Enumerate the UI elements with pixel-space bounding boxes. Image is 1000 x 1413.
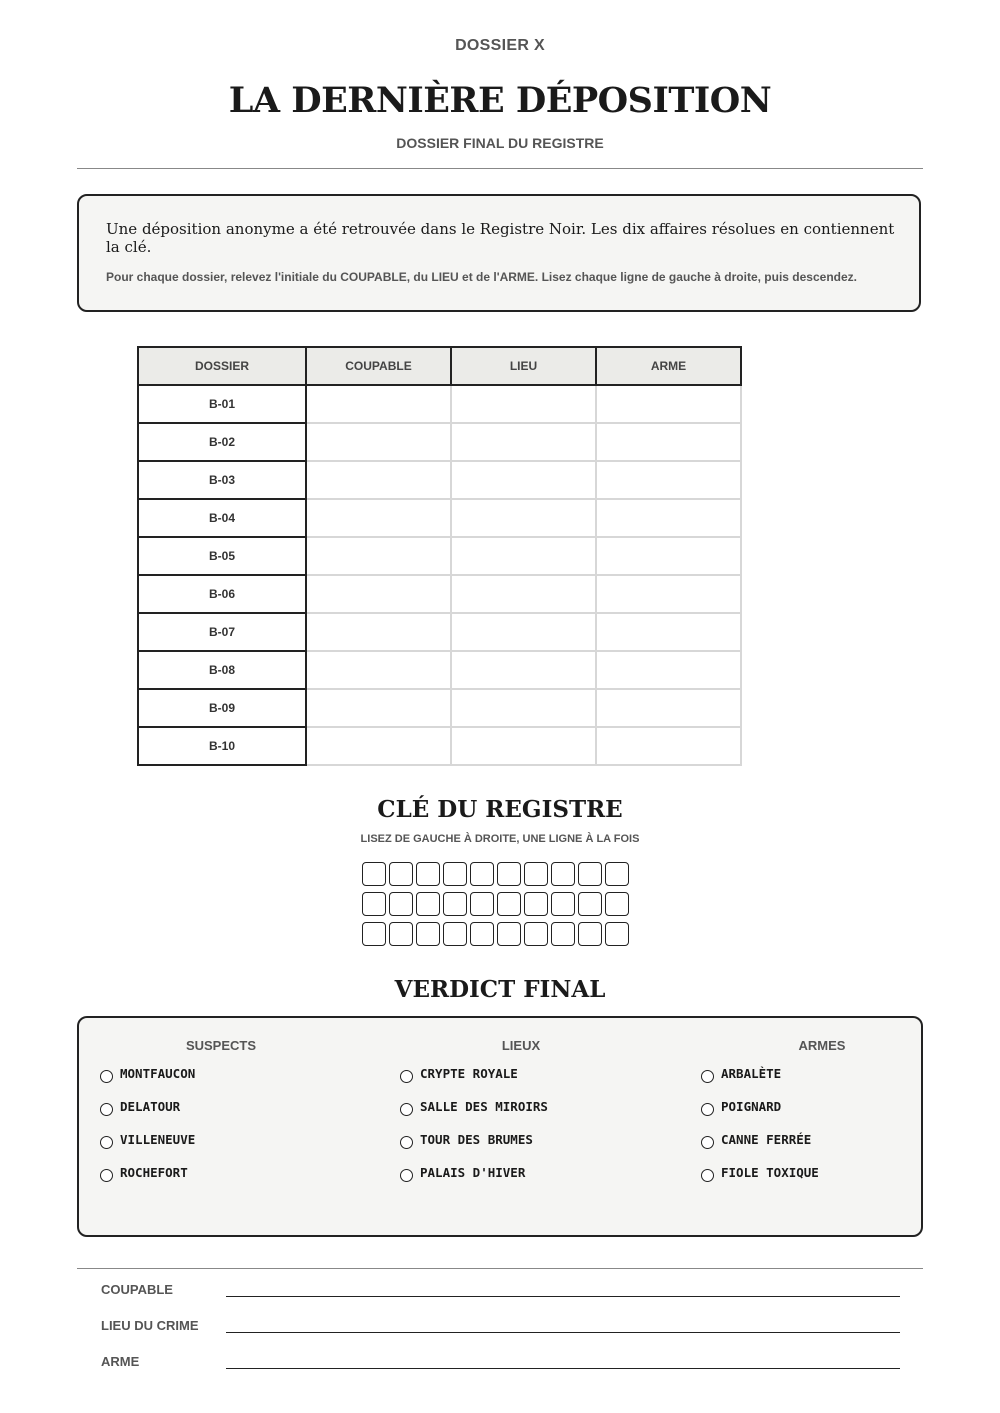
radio-circle-icon[interactable] <box>100 1136 113 1149</box>
key-subtitle: LISEZ DE GAUCHE À DROITE, UNE LIGNE À LA FOIS <box>360 833 640 845</box>
key-letter-box[interactable] <box>497 922 521 946</box>
key-letter-box[interactable] <box>416 862 440 886</box>
verdict-option[interactable] <box>400 1099 640 1119</box>
verdict-option-label: MONTFAUCON <box>120 1066 196 1081</box>
verdict-option[interactable] <box>100 1132 340 1152</box>
coupable-answer-cell[interactable] <box>306 689 451 727</box>
arme-answer-cell[interactable] <box>596 537 741 575</box>
table-row <box>138 575 741 613</box>
table-row <box>138 385 741 423</box>
key-letter-box[interactable] <box>578 892 602 916</box>
key-letter-box[interactable] <box>362 892 386 916</box>
key-grid <box>362 862 642 952</box>
case-table <box>137 346 742 766</box>
verdict-option-label: VILLENEUVE <box>120 1132 196 1147</box>
answer-line-culprit[interactable] <box>226 1296 900 1297</box>
answers-divider <box>77 1268 923 1269</box>
verdict-option[interactable] <box>400 1066 640 1086</box>
key-letter-box[interactable] <box>497 862 521 886</box>
verdict-option-label: POIGNARD <box>721 1099 782 1114</box>
answer-label-weapon: ARME <box>101 1354 140 1369</box>
coupable-answer-cell[interactable] <box>306 537 451 575</box>
verdict-option[interactable] <box>100 1066 340 1086</box>
intro-text: Une déposition anonyme a été retrouvée dans le Registre Noir. Les dix affaires résolues en contiennent la clé. <box>106 220 895 256</box>
verdict-option[interactable] <box>400 1132 640 1152</box>
arme-answer-cell[interactable] <box>596 499 741 537</box>
key-letter-box[interactable] <box>470 892 494 916</box>
verdict-option-label: ROCHEFORT <box>120 1165 188 1180</box>
key-letter-box[interactable] <box>578 922 602 946</box>
key-letter-box[interactable] <box>416 892 440 916</box>
answer-line-weapon[interactable] <box>226 1368 900 1369</box>
dossier-id-cell: B-04 <box>138 499 306 537</box>
verdict-heading: LIEUX <box>501 1038 541 1053</box>
table-row <box>138 613 741 651</box>
lieu-answer-cell[interactable] <box>451 575 596 613</box>
radio-circle-icon[interactable] <box>701 1136 714 1149</box>
coupable-answer-cell[interactable] <box>306 613 451 651</box>
key-letter-box[interactable] <box>524 862 548 886</box>
key-letter-box[interactable] <box>389 922 413 946</box>
coupable-answer-cell[interactable] <box>306 423 451 461</box>
coupable-answer-cell[interactable] <box>306 385 451 423</box>
radio-circle-icon[interactable] <box>400 1136 413 1149</box>
verdict-option-label: CRYPTE ROYALE <box>420 1066 518 1081</box>
arme-answer-cell[interactable] <box>596 689 741 727</box>
verdict-option-label: ARBALÈTE <box>721 1066 782 1081</box>
lieu-answer-cell[interactable] <box>451 385 596 423</box>
column-header-arme: ARME <box>596 347 741 385</box>
arme-answer-cell[interactable] <box>596 613 741 651</box>
key-letter-box[interactable] <box>605 922 629 946</box>
dossier-id-cell: B-01 <box>138 385 306 423</box>
arme-answer-cell[interactable] <box>596 423 741 461</box>
kicker: DOSSIER X <box>455 37 545 54</box>
verdict-option[interactable] <box>701 1099 941 1119</box>
answer-label-culprit: COUPABLE <box>101 1282 173 1297</box>
radio-circle-icon[interactable] <box>701 1169 714 1182</box>
dossier-id-cell: B-09 <box>138 689 306 727</box>
key-letter-box[interactable] <box>443 922 467 946</box>
key-letter-box[interactable] <box>362 922 386 946</box>
verdict-title: VERDICT FINAL <box>394 976 606 1003</box>
table-row <box>138 461 741 499</box>
verdict-option[interactable] <box>701 1132 941 1152</box>
radio-circle-icon[interactable] <box>400 1169 413 1182</box>
lieu-answer-cell[interactable] <box>451 727 596 765</box>
radio-circle-icon[interactable] <box>701 1103 714 1116</box>
key-letter-box[interactable] <box>497 892 521 916</box>
radio-circle-icon[interactable] <box>100 1169 113 1182</box>
verdict-option-label: PALAIS D'HIVER <box>420 1165 526 1180</box>
key-letter-box[interactable] <box>443 862 467 886</box>
dossier-id-cell: B-03 <box>138 461 306 499</box>
key-letter-box[interactable] <box>551 862 575 886</box>
verdict-option-label: CANNE FERRÉE <box>721 1132 812 1147</box>
page-title: LA DERNIÈRE DÉPOSITION <box>228 80 772 121</box>
verdict-option[interactable] <box>100 1099 340 1119</box>
column-header-coupable: COUPABLE <box>306 347 451 385</box>
radio-circle-icon[interactable] <box>100 1070 113 1083</box>
arme-answer-cell[interactable] <box>596 727 741 765</box>
key-row <box>362 892 642 916</box>
lieu-answer-cell[interactable] <box>451 651 596 689</box>
dossier-id-cell: B-07 <box>138 613 306 651</box>
key-row <box>362 862 642 886</box>
lieu-answer-cell[interactable] <box>451 461 596 499</box>
dossier-id-cell: B-08 <box>138 651 306 689</box>
coupable-answer-cell[interactable] <box>306 651 451 689</box>
coupable-answer-cell[interactable] <box>306 727 451 765</box>
dossier-id-cell: B-06 <box>138 575 306 613</box>
key-letter-box[interactable] <box>524 922 548 946</box>
dossier-id-cell: B-10 <box>138 727 306 765</box>
lieu-answer-cell[interactable] <box>451 689 596 727</box>
verdict-option-label: TOUR DES BRUMES <box>420 1132 533 1147</box>
verdict-option-label: DELATOUR <box>120 1099 181 1114</box>
column-header-dossier: DOSSIER <box>138 347 306 385</box>
verdict-heading: ARMES <box>798 1038 846 1053</box>
key-letter-box[interactable] <box>605 892 629 916</box>
lieu-answer-cell[interactable] <box>451 499 596 537</box>
radio-circle-icon[interactable] <box>400 1103 413 1116</box>
key-title: CLÉ DU REGISTRE <box>377 796 623 823</box>
answer-label-place: LIEU DU CRIME <box>101 1318 199 1333</box>
arme-answer-cell[interactable] <box>596 461 741 499</box>
radio-circle-icon[interactable] <box>100 1103 113 1116</box>
table-row <box>138 423 741 461</box>
arme-answer-cell[interactable] <box>596 385 741 423</box>
lieu-answer-cell[interactable] <box>451 613 596 651</box>
radio-circle-icon[interactable] <box>400 1070 413 1083</box>
table-row <box>138 537 741 575</box>
table-row <box>138 727 741 765</box>
coupable-answer-cell[interactable] <box>306 575 451 613</box>
dossier-id-cell: B-05 <box>138 537 306 575</box>
table-row <box>138 651 741 689</box>
key-letter-box[interactable] <box>389 862 413 886</box>
intro-instructions: Pour chaque dossier, relevez l'initiale du COUPABLE, du LIEU et de l'ARME. Lisez chaque ligne de gauche à droite, puis descendez. <box>106 270 857 284</box>
key-letter-box[interactable] <box>578 862 602 886</box>
radio-circle-icon[interactable] <box>701 1070 714 1083</box>
intro-box <box>77 194 921 312</box>
coupable-answer-cell[interactable] <box>306 461 451 499</box>
verdict-option-label: FIOLE TOXIQUE <box>721 1165 819 1180</box>
table-row <box>138 499 741 537</box>
verdict-option[interactable] <box>701 1066 941 1086</box>
key-letter-box[interactable] <box>605 862 629 886</box>
key-letter-box[interactable] <box>362 862 386 886</box>
verdict-option[interactable] <box>100 1165 340 1185</box>
page-subtitle: DOSSIER FINAL DU REGISTRE <box>396 135 604 151</box>
answer-line-place[interactable] <box>226 1332 900 1333</box>
key-letter-box[interactable] <box>470 922 494 946</box>
key-letter-box[interactable] <box>524 892 548 916</box>
table-header-row <box>138 347 741 385</box>
header-divider <box>77 168 923 169</box>
key-letter-box[interactable] <box>443 892 467 916</box>
dossier-id-cell: B-02 <box>138 423 306 461</box>
key-letter-box[interactable] <box>389 892 413 916</box>
verdict-option[interactable] <box>400 1165 640 1185</box>
table-row <box>138 689 741 727</box>
lieu-answer-cell[interactable] <box>451 423 596 461</box>
coupable-answer-cell[interactable] <box>306 499 451 537</box>
key-letter-box[interactable] <box>551 922 575 946</box>
key-letter-box[interactable] <box>551 892 575 916</box>
arme-answer-cell[interactable] <box>596 651 741 689</box>
key-row <box>362 922 642 946</box>
column-header-lieu: LIEU <box>451 347 596 385</box>
arme-answer-cell[interactable] <box>596 575 741 613</box>
verdict-option[interactable] <box>701 1165 941 1185</box>
verdict-heading: SUSPECTS <box>185 1038 257 1053</box>
key-letter-box[interactable] <box>470 862 494 886</box>
lieu-answer-cell[interactable] <box>451 537 596 575</box>
verdict-option-label: SALLE DES MIROIRS <box>420 1099 548 1114</box>
verdict-box <box>77 1016 923 1237</box>
key-letter-box[interactable] <box>416 922 440 946</box>
